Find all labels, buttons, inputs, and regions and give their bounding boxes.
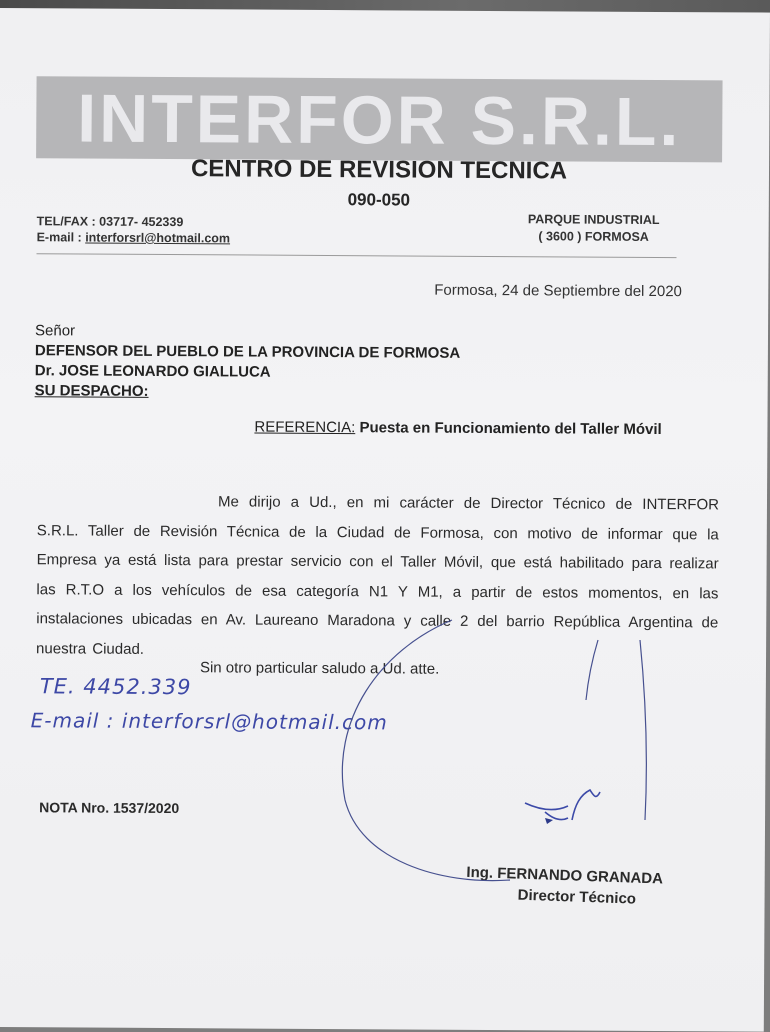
- contact-block: [37, 213, 231, 246]
- email-label: E-mail :: [36, 230, 86, 245]
- closing-line: Sin otro particular saludo a Ud. atte.: [199, 659, 440, 678]
- handwritten-email: E-mail : interforsrl@hotmail.com: [30, 708, 388, 735]
- handwritten-phone: TE. 4452.339: [39, 674, 192, 700]
- nota-number: NOTA Nro. 1537/2020: [39, 799, 180, 817]
- letter-date: Formosa, 24 de Septiembre del 2020: [434, 281, 682, 301]
- email-address: interforsrl@hotmail.com: [85, 230, 231, 246]
- signer-block: [465, 862, 663, 911]
- letter-page: [0, 8, 770, 1032]
- recipient-office: DEFENSOR DEL PUEBLO DE LA PROVINCIA DE FORMOSA: [34, 342, 461, 362]
- letter-body: Me dirijo a Ud., en mi carácter de Director Técnico de INTERFOR S.R.L. Taller de Revisión Técnica de la Ciudad de Formosa, con motivo de informar que la Empresa ya está lista para prestar servicio con el Taller Móvil, que está habilitado para realizar las R.T.O a los vehículos de esa categoría N1 Y M1, a partir de estos momentos, en las instalaciones ubicadas en Av. Laureano Maradona y calle 2 del barrio República Argentina de nuestra Ciudad.: [36, 493, 720, 658]
- recipient-despacho: SU DESPACHO:: [34, 382, 149, 400]
- email-line: [37, 229, 231, 246]
- letterhead-code: 090-050: [347, 190, 411, 210]
- reference-text: Puesta en Funcionamiento del Taller Móvil: [355, 419, 662, 439]
- signer-role: Director Técnico: [517, 886, 637, 908]
- address-block: [504, 211, 684, 246]
- salutation: Señor: [34, 322, 76, 340]
- address-line-2: ( 3600 ) FORMOSA: [538, 229, 649, 244]
- signer-name: Ing. FERNANDO GRANADA: [466, 863, 664, 888]
- header-divider: [36, 253, 676, 258]
- address-line-1: PARQUE INDUSTRIAL: [527, 212, 660, 228]
- letterhead-subtitle: CENTRO DE REVISION TECNICA: [190, 155, 568, 185]
- recipient-block: [35, 321, 461, 404]
- recipient-name: Dr. JOSE LEONARDO GIALLUCA: [34, 362, 271, 381]
- company-name: INTERFOR S.R.L.: [77, 80, 682, 161]
- tel-fax: TEL/FAX : 03717- 452339: [36, 214, 184, 230]
- reference-label: REFERENCIA:: [254, 418, 356, 437]
- reference-line: [254, 419, 661, 438]
